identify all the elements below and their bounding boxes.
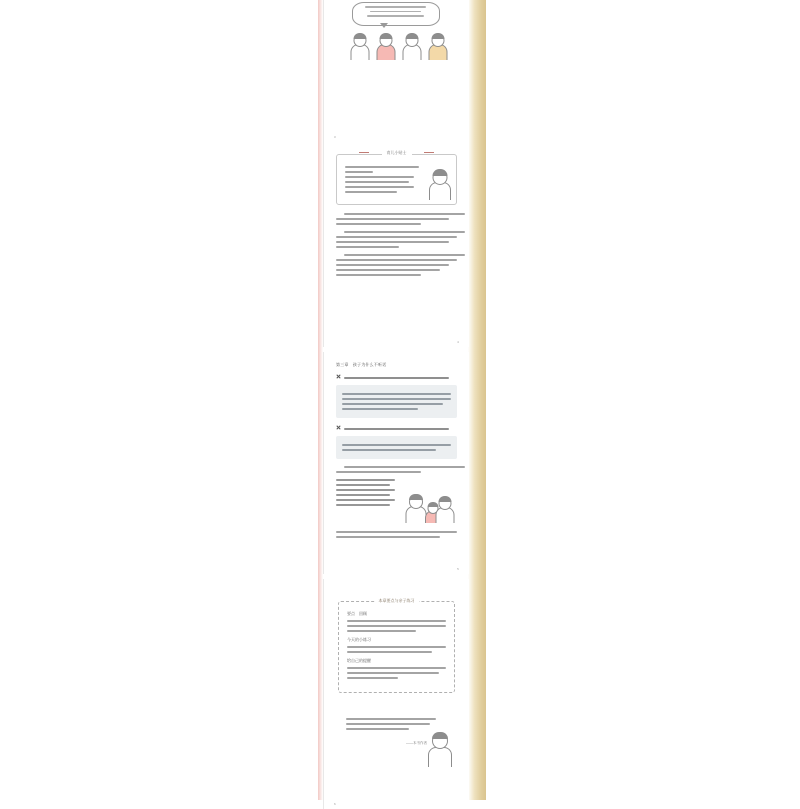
book-page-4 xyxy=(323,579,469,809)
answer-box xyxy=(336,385,457,418)
child-figure-illustration xyxy=(428,170,452,200)
tip-box-title: 育儿小贴士 xyxy=(382,150,412,156)
family-speech-bubble-illustration xyxy=(338,2,456,60)
person-figure xyxy=(350,34,370,60)
speech-bubble-tail xyxy=(380,23,388,28)
person-figure xyxy=(435,497,455,523)
person-figure xyxy=(402,34,422,60)
question-text xyxy=(344,374,345,375)
summary-box xyxy=(338,598,455,693)
closing-character-illustration xyxy=(336,711,457,767)
x-mark-icon xyxy=(336,374,341,379)
answer-box xyxy=(336,436,457,459)
person-figure xyxy=(376,34,396,60)
question-row xyxy=(336,374,457,382)
summary-box-title: 本章要点与亲子练习 xyxy=(375,598,419,604)
practice-list xyxy=(336,479,399,506)
question-text xyxy=(344,425,345,426)
book-page-edge xyxy=(468,0,486,800)
closing-quote xyxy=(346,715,436,733)
summary-section-heading: 要点 回顾 xyxy=(347,611,367,616)
paragraph xyxy=(336,254,457,276)
speech-bubble-icon xyxy=(352,2,440,26)
summary-section-heading: 今天的小练习 xyxy=(347,637,371,642)
x-mark-icon xyxy=(336,425,341,430)
list-intro-text xyxy=(336,466,337,467)
person-figure xyxy=(405,495,427,523)
list-intro xyxy=(336,466,457,473)
page-number: 3 xyxy=(334,135,336,139)
book-page-3 xyxy=(323,352,469,574)
paragraph-text xyxy=(336,213,337,214)
summary-section-heading: 给自己的提醒 xyxy=(347,658,371,663)
section-heading: 第三章 孩子为什么不听话 xyxy=(336,362,387,367)
book-preview-strip xyxy=(318,0,486,806)
book-page-1 xyxy=(323,0,469,142)
quote-attribution: ——本书作者 xyxy=(406,741,427,745)
paragraph xyxy=(336,531,457,538)
paragraph-text xyxy=(336,254,337,255)
tip-box xyxy=(336,150,457,205)
tip-decoration xyxy=(359,152,369,153)
question-row xyxy=(336,425,457,433)
person-figure xyxy=(428,34,448,60)
paragraph xyxy=(336,213,457,225)
tip-decoration xyxy=(424,152,434,153)
parent-and-child-reading-illustration xyxy=(336,479,457,525)
quote-line xyxy=(346,715,347,716)
page-number: 6 xyxy=(334,802,336,806)
answer-text xyxy=(342,390,343,391)
paragraph-text xyxy=(336,231,337,232)
page-number: 4 xyxy=(457,340,459,344)
paragraph xyxy=(336,231,457,248)
person-figure xyxy=(427,733,453,767)
answer-text xyxy=(342,441,343,442)
page-number: 5 xyxy=(457,567,459,571)
book-page-2 xyxy=(323,142,469,347)
